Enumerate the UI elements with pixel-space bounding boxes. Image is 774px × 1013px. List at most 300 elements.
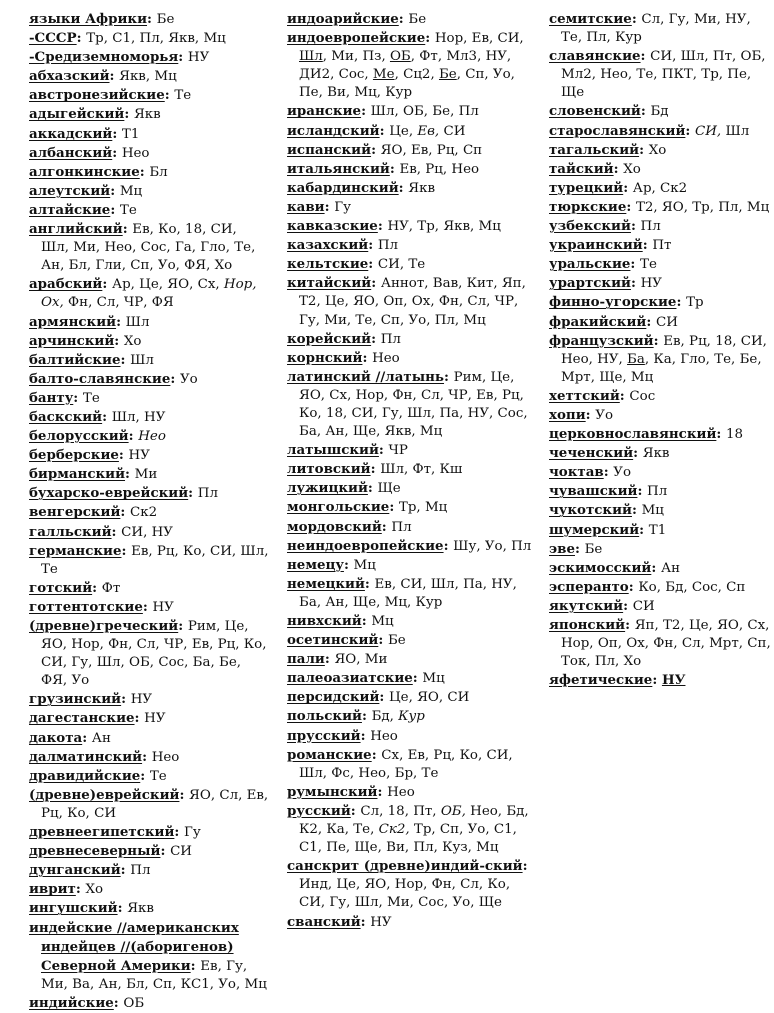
entry-references: Те <box>640 257 657 273</box>
entry-references: Те <box>149 768 167 784</box>
entry-term: индейские //американских индейцев //(аборигенов) Северной Америки <box>29 919 239 974</box>
index-entry: исландский: Це, Ев, СИ <box>287 122 466 139</box>
index-entry: алеутский: Мц <box>29 182 143 199</box>
index-entry: тайский: Хо <box>549 160 641 177</box>
index-entry: монгольские: Тр, Мц <box>287 499 448 516</box>
entry-references: Нео <box>138 429 166 445</box>
entry-term: кавказские <box>287 218 378 235</box>
index-entry: пали: ЯО, Ми <box>287 651 388 668</box>
entry-term: испанский <box>287 141 372 158</box>
index-entry: кабардинский: Якв <box>287 179 436 196</box>
index-entry: словенский: Бд <box>549 103 669 120</box>
entry-references: НУ, Тр, Якв, Мц <box>387 219 501 235</box>
entry-references: НУ <box>640 276 662 292</box>
entry-references: СИ <box>170 844 192 860</box>
entry-term: венгерский <box>29 504 121 521</box>
index-entry: галльский: СИ, НУ <box>29 523 173 540</box>
index-entry: узбекский: Пл <box>549 218 661 235</box>
entry-references: Пт <box>652 238 672 254</box>
entry-term: галльский <box>29 523 112 540</box>
entry-references: Ев, Рц, Нео <box>399 161 480 177</box>
entry-term: прусский <box>287 727 361 744</box>
entry-term: армянский <box>29 313 117 330</box>
entry-references: Якв <box>133 107 161 123</box>
entry-references: Ск2 <box>130 505 158 521</box>
index-entry: санскрит (древне)индий-ский: Инд, Це, ЯО, Нор, Фн, Сл, Ко, СИ, Гу, Шл, Ми, Сос, Уо, Ще <box>287 858 528 911</box>
entry-term: -СССР <box>29 30 77 47</box>
entry-term: алтайские <box>29 201 111 218</box>
entry-references: СИ, НУ <box>121 524 173 540</box>
entry-references: Гу <box>184 825 201 841</box>
entry-term: (древне)греческий <box>29 618 179 634</box>
index-entry: польский: Бд, Кур <box>287 708 425 725</box>
index-entry: дравидийские: Те <box>29 767 167 784</box>
entry-term: германские <box>29 542 122 559</box>
entry-references: Ко, Бд, Сос, Сп <box>638 579 746 595</box>
index-entry: эскимосский: Ан <box>549 559 681 576</box>
index-entry: китайский: Аннот, Вав, Кит, Яп, Т2, Це, ЯО, Оп, Ох, Фн, Сл, ЧР, Гу, Ми, Те, Сп, Уо, Пл, Мц <box>287 275 526 328</box>
entry-references: Шл, ОБ, Бе, Пл <box>370 104 479 120</box>
index-entry: аккадский: Т1 <box>29 125 140 142</box>
entry-term: урартский <box>549 275 631 292</box>
entry-references: Це, Ев, СИ <box>389 123 466 139</box>
index-entry: эсперанто: Ко, Бд, Сос, Сп <box>549 578 746 595</box>
index-entry: итальянский: Ев, Рц, Нео <box>287 160 480 177</box>
index-entry: немецкий: Ев, СИ, Шл, Па, НУ, Ба, Ан, Ще, Мц, Кур <box>287 575 517 610</box>
index-entry: бирманский: Ми <box>29 466 158 483</box>
entry-references: Пл <box>647 484 668 500</box>
index-entry: осетинский: Бе <box>287 632 406 649</box>
entry-term: эве <box>549 540 575 557</box>
entry-references: Шл <box>125 314 150 330</box>
index-entry: яфетические: НУ <box>549 672 686 689</box>
index-entry: армянский: Шл <box>29 313 150 330</box>
index-entry: латышский: ЧР <box>287 442 408 459</box>
index-entry: -СССР: Тр, С1, Пл, Якв, Мц <box>29 30 226 47</box>
entry-references: Рим, Це, ЯО, Сх, Нор, Фн, Сл, ЧР, Ев, Рц, Ко, 18, СИ, Гу, Шл, Па, НУ, Сос, Ба, Ан, Ще, Якв, Мц <box>299 369 528 440</box>
entry-term: нивхский <box>287 613 362 629</box>
entry-term: фракийский <box>549 313 647 330</box>
index-entry: далматинский: Нео <box>29 748 180 765</box>
index-entry: индейские //американских индейцев //(аборигенов) Северной Америки: Ев, Гу, Ми, Ва, Ан, Бл, Сп, КС1, Уо, Мц <box>29 919 267 992</box>
entry-term: яфетические <box>549 672 653 689</box>
index-entry: корнский: Нео <box>287 349 400 366</box>
entry-references: Сос <box>629 388 656 404</box>
entry-term: индоарийские <box>287 11 399 27</box>
entry-references: СИ <box>632 598 655 614</box>
entry-term: финно-угорские <box>549 294 677 311</box>
index-entry: семитские: Сл, Гу, Ми, НУ, Те, Пл, Кур <box>549 11 751 46</box>
index-entry: белорусский: Нео <box>29 428 166 445</box>
entry-references: Инд, Це, ЯО, Нор, Фн, Сл, Ко, СИ, Гу, Шл, Ми, Сос, Уо, Ще <box>299 877 511 911</box>
entry-references: Рим, Це, ЯО, Нор, Фн, Сл, ЧР, Ев, Рц, Ко, СИ, Гу, Шл, ОБ, Сос, Ба, Бе, ФЯ, Уо <box>41 619 267 689</box>
index-entry: мордовский: Пл <box>287 518 412 535</box>
index-entry: турецкий: Ар, Ск2 <box>549 179 688 196</box>
entry-term: -Средиземноморья <box>29 49 179 66</box>
entry-references: Те <box>119 202 137 218</box>
entry-references: Бе <box>387 633 406 649</box>
entry-term: литовский <box>287 461 371 478</box>
entry-references: СИ, Шл, Пт, ОБ, Мл2, Нео, Те, ПКТ, Тр, Пе, Ще <box>561 49 766 101</box>
index-entry: финно-угорские: Тр <box>549 294 704 311</box>
entry-references: Ев, Рц, Ко, СИ, Шл, Те <box>41 543 269 577</box>
entry-references: Бе <box>408 12 427 27</box>
index-entry: готтентотские: НУ <box>29 598 174 615</box>
entry-term: итальянский <box>287 160 390 177</box>
entry-references: Ев, Ко, 18, СИ, Шл, Ми, Нео, Сос, Га, Гло, Те, Ан, Бл, Гли, Сп, Уо, ФЯ, Хо <box>41 222 256 274</box>
entry-term: аккадский <box>29 125 113 142</box>
entry-references: Т2, ЯО, Тр, Пл, Мц <box>635 199 770 215</box>
entry-references: Бд <box>650 104 669 120</box>
entry-references: Хо <box>623 161 641 177</box>
entry-term: эсперанто <box>549 578 629 595</box>
entry-references: Тр, С1, Пл, Якв, Мц <box>86 31 226 47</box>
index-entry: чеченский: Якв <box>549 445 670 462</box>
index-entry: французский: Ев, Рц, 18, СИ, Нео, НУ, Ба, Ка, Гло, Те, Бе, Мрт, Ще, Мц <box>549 332 767 385</box>
entry-references: Нор, Ев, СИ, Шл, Ми, Пз, ОБ, Фт, Мл3, НУ, ДИ2, Сос, Ме, Сц2, Бе, Сп, Уо, Пе, Ви, Мц, Кур <box>299 31 524 101</box>
entry-term: адыгейский <box>29 106 125 123</box>
index-entry: якутский: СИ <box>549 597 655 614</box>
entry-references: НУ <box>152 599 174 615</box>
index-entry: индоарийские: Бе <box>287 11 427 27</box>
entry-term: русский <box>287 802 351 819</box>
entry-term: чувашский <box>549 483 638 500</box>
entry-references: Якв <box>642 446 670 462</box>
entry-term: чоктав <box>549 464 604 481</box>
entry-references: Ев, Рц, 18, СИ, Нео, НУ, Ба, Ка, Гло, Те, Бе, Мрт, Ще, Мц <box>561 333 767 385</box>
entry-term: кельтские <box>287 256 369 273</box>
index-entry: казахский: Пл <box>287 237 399 254</box>
index-entry: балто-славянские: Уо <box>29 370 198 387</box>
entry-term: бухарско-еврейский <box>29 485 189 502</box>
entry-references: Те <box>174 88 192 104</box>
entry-references: Нео <box>121 145 150 161</box>
index-entry: адыгейский: Якв <box>29 106 161 123</box>
entry-references: Ев, СИ, Шл, Па, НУ, Ба, Ан, Ще, Мц, Кур <box>299 576 517 610</box>
index-entry: старославянский: СИ, Шл <box>549 122 750 139</box>
index-entry: -Средиземноморья: НУ <box>29 49 210 66</box>
entry-term: чукотский <box>549 502 632 519</box>
entry-references: Аннот, Вав, Кит, Яп, Т2, Це, ЯО, Оп, Ох, Фн, Сл, ЧР, Гу, Ми, Те, Сп, Уо, Пл, Мц <box>299 276 526 328</box>
entry-term: эскимосский <box>549 559 652 576</box>
entry-references: НУ <box>144 711 166 727</box>
index-entry: эве: Бе <box>549 540 603 557</box>
index-entry: берберские: НУ <box>29 447 150 464</box>
entry-term: узбекский <box>549 218 631 235</box>
entry-references: Т1 <box>121 126 140 142</box>
entry-term: дравидийские <box>29 767 141 784</box>
entry-references: НУ <box>661 672 686 689</box>
entry-term: кабардинский <box>287 179 399 196</box>
entry-term: белорусский <box>29 428 129 445</box>
entry-references: Бе <box>156 12 175 27</box>
index-entry: церковнославянский: 18 <box>549 426 744 443</box>
entry-term: корнский <box>287 349 363 366</box>
entry-term: тагальский <box>549 141 640 158</box>
index-entry: кельтские: СИ, Те <box>287 256 426 273</box>
entry-references: Яп, Т2, Це, ЯО, Сх, Нор, Оп, Ох, Фн, Сл, Мрт, Сп, Ток, Пл, Хо <box>561 618 771 670</box>
entry-references: Тр, Мц <box>398 500 448 516</box>
entry-term: сванский <box>287 913 361 930</box>
entry-term: монгольские <box>287 499 390 516</box>
index-entry: романские: Сх, Ев, Рц, Ко, СИ, Шл, Фс, Нео, Бр, Те <box>287 746 513 781</box>
entry-references: Якв, Мц <box>119 69 177 85</box>
entry-references: НУ <box>370 914 392 930</box>
entry-term: иранские <box>287 103 362 120</box>
entry-references: ЯО, Сл, Ев, Рц, Ко, СИ <box>41 787 269 821</box>
index-entry: тюркские: Т2, ЯО, Тр, Пл, Мц <box>549 198 770 215</box>
entry-term: румынский <box>287 783 378 800</box>
entry-term: алеутский <box>29 182 111 199</box>
entry-term: французский <box>549 332 654 349</box>
entry-term: абхазский <box>29 68 110 85</box>
index-column-2 <box>287 10 533 932</box>
entry-term: иврит <box>29 881 76 898</box>
entry-term: персидский <box>287 689 380 706</box>
entry-term: банту <box>29 389 74 406</box>
entry-references: Сх, Ев, Рц, Ко, СИ, Шл, Фс, Нео, Бр, Те <box>299 747 513 781</box>
entry-term: санскрит (древне)индий-ский <box>287 858 523 875</box>
entry-term: шумерский <box>549 521 640 538</box>
entry-term: дагестанские <box>29 710 135 727</box>
index-entry: индийские: ОБ <box>29 994 145 1011</box>
index-entry: дагестанские: НУ <box>29 710 166 727</box>
entry-references: Хо <box>85 882 104 898</box>
entry-term: баскский <box>29 408 103 425</box>
entry-term: уральские <box>549 256 631 273</box>
index-entry: дунганский: Пл <box>29 862 151 879</box>
entry-term: (древне)еврейский <box>29 786 180 803</box>
entry-term: лужицкий <box>287 480 368 497</box>
index-entry: испанский: ЯО, Ев, Рц, Сп <box>287 141 483 158</box>
entry-term: хопи <box>549 406 586 423</box>
index-entry: русский: Сл, 18, Пт, ОБ, Нео, Бд, К2, Ка, Те, Ск2, Тр, Сп, Уо, С1, С1, Пе, Ще, Ви, Пл, Куз, Мц <box>287 802 529 856</box>
entry-references: Бл <box>149 164 168 180</box>
index-entry: арчинский: Хо <box>29 332 142 349</box>
entry-term: албанский <box>29 144 113 161</box>
index-entry: литовский: Шл, Фт, Кш <box>287 461 463 478</box>
index-entry: уральские: Те <box>549 256 657 273</box>
entry-term: корейский <box>287 330 372 347</box>
entry-references: Ан <box>660 560 681 576</box>
entry-references: Пл <box>380 331 401 347</box>
index-entry: грузинский: НУ <box>29 691 153 708</box>
entry-term: романские <box>287 746 372 763</box>
index-entry: палеоазиатские: Мц <box>287 670 445 687</box>
entry-term: балтийские <box>29 351 121 368</box>
entry-term: хеттский <box>549 387 620 404</box>
entry-references: Ев, Гу, Ми, Ва, Ан, Бл, Сп, КС1, Уо, Мц <box>41 958 267 992</box>
index-entry: фракийский: СИ <box>549 313 678 330</box>
index-column-1 <box>29 10 269 1013</box>
entry-term: пали <box>287 651 325 668</box>
entry-references: Пл <box>391 519 412 535</box>
index-entry: тагальский: Хо <box>549 141 667 158</box>
index-column-3 <box>549 10 771 690</box>
entry-term: якутский <box>549 597 624 614</box>
entry-references: Пл <box>640 219 661 235</box>
index-entry: бухарско-еврейский: Пл <box>29 485 218 502</box>
index-entry: алгонкинские: Бл <box>29 163 168 180</box>
entry-references: ЯО, Ев, Рц, Сп <box>380 142 483 158</box>
entry-references: Нео <box>370 728 398 744</box>
entry-term: балто-славянские <box>29 370 171 387</box>
entry-term: латинский //латынь <box>287 368 445 385</box>
entry-term: немецу <box>287 556 344 573</box>
entry-references: Якв <box>127 901 154 917</box>
index-entry: древнеегипетский: Гу <box>29 824 201 841</box>
entry-term: ингушский <box>29 900 118 917</box>
index-entry: албанский: Нео <box>29 144 150 161</box>
entry-references: СИ, Шл <box>695 123 750 139</box>
index-entry: неиндоевропейские: Шу, Уо, Пл <box>287 537 532 554</box>
entry-references: ЯО, Ми <box>334 652 388 668</box>
entry-term: индоевропейские <box>287 30 426 47</box>
entry-term: латышский <box>287 442 379 459</box>
entry-references: 18 <box>725 427 744 443</box>
entry-term: бирманский <box>29 466 126 483</box>
entry-references: Уо <box>613 465 632 481</box>
entry-references: Фт <box>101 580 121 596</box>
entry-references: ОБ <box>123 995 145 1011</box>
entry-references: Ми <box>134 467 158 483</box>
entry-term: японский <box>549 617 626 633</box>
index-entry: (древне)еврейский: ЯО, Сл, Ев, Рц, Ко, СИ <box>29 786 269 821</box>
entry-references: НУ <box>130 692 153 708</box>
entry-term: немецкий <box>287 575 365 592</box>
entry-term: алгонкинские <box>29 163 140 180</box>
index-entry: дакота: Ан <box>29 729 111 746</box>
index-entry: латинский //латынь: Рим, Це, ЯО, Сх, Нор, Фн, Сл, ЧР, Ев, Рц, Ко, 18, СИ, Гу, Шл, Па, НУ, Сос, Ба, Ан, Ще, Якв, Мц <box>287 368 528 440</box>
entry-references: Якв <box>408 180 436 196</box>
entry-references: Те <box>82 390 100 406</box>
index-entry: германские: Ев, Рц, Ко, СИ, Шл, Те <box>29 542 269 577</box>
index-entry: нивхский: Мц <box>287 613 394 629</box>
entry-term: славянские <box>549 48 641 65</box>
entry-term: индийские <box>29 994 114 1011</box>
entry-references: Мц <box>641 503 664 519</box>
entry-references: Хо <box>123 333 142 349</box>
index-entry: кавказские: НУ, Тр, Якв, Мц <box>287 218 501 235</box>
index-entry: арабский: Ар, Це, ЯО, Сх, Нор, Ох, Фн, Сл, ЧР, ФЯ <box>29 276 257 311</box>
entry-term: грузинский <box>29 691 122 708</box>
index-entry: персидский: Це, ЯО, СИ <box>287 689 470 706</box>
entry-term: далматинский <box>29 748 143 765</box>
entry-term: семитские <box>549 11 632 27</box>
index-entry: чувашский: Пл <box>549 483 668 500</box>
entry-term: казахский <box>287 237 369 254</box>
entry-term: турецкий <box>549 179 624 196</box>
entry-term: исландский <box>287 122 380 139</box>
entry-term: дунганский <box>29 862 121 879</box>
entry-references: Шл, НУ <box>111 409 166 425</box>
entry-references: Нео <box>151 749 180 765</box>
entry-term: осетинский <box>287 632 379 649</box>
entry-term: берберские <box>29 447 119 464</box>
entry-references: НУ <box>187 50 210 66</box>
index-entry: немецу: Мц <box>287 556 376 573</box>
entry-references: Сл, Гу, Ми, НУ, Те, Пл, Кур <box>561 12 751 46</box>
entry-references: Ар, Це, ЯО, Сх, Нор, Ох, Фн, Сл, ЧР, ФЯ <box>41 277 257 311</box>
entry-references: Бе <box>584 541 603 557</box>
index-entry: кави: Гу <box>287 198 351 215</box>
index-entry: хеттский: Сос <box>549 387 656 404</box>
entry-references: НУ <box>128 448 150 464</box>
index-entry: корейский: Пл <box>287 330 401 347</box>
entry-references: Мц <box>371 614 394 629</box>
entry-term: китайский <box>287 275 372 292</box>
index-entry: лужицкий: Ще <box>287 480 401 497</box>
entry-references: Ще <box>377 481 401 497</box>
index-entry: английский: Ев, Ко, 18, СИ, Шл, Ми, Нео, Сос, Га, Гло, Те, Ан, Бл, Гли, Сп, Уо, ФЯ, Хо <box>29 221 256 274</box>
index-entry: чоктав: Уо <box>549 464 632 481</box>
entry-references: Пл <box>130 863 151 879</box>
entry-references: Нео <box>372 350 400 366</box>
entry-references: Шл <box>130 352 154 368</box>
entry-term: дакота <box>29 729 83 746</box>
entry-references: Нео <box>387 784 415 800</box>
index-entry: украинский: Пт <box>549 237 672 254</box>
index-entry: хопи: Уо <box>549 406 614 423</box>
index-entry: баскский: Шл, НУ <box>29 408 166 425</box>
index-entry: чукотский: Мц <box>549 502 664 519</box>
entry-references: Ар, Ск2 <box>632 180 688 196</box>
entry-term: языки Африки <box>29 11 148 27</box>
entry-references: Пл <box>377 238 399 254</box>
index-entry: древнесеверный: СИ <box>29 843 192 860</box>
index-entry: языки Африки: Бе <box>29 11 175 27</box>
entry-term: древнесеверный <box>29 843 161 860</box>
entry-references: Ан <box>91 730 111 746</box>
index-entry: банту: Те <box>29 389 100 406</box>
index-entry: балтийские: Шл <box>29 351 154 368</box>
index-entry: славянские: СИ, Шл, Пт, ОБ, Мл2, Нео, Те, ПКТ, Тр, Пе, Ще <box>549 48 766 101</box>
index-entry: алтайские: Те <box>29 201 137 218</box>
index-entry: иранские: Шл, ОБ, Бе, Пл <box>287 103 479 120</box>
entry-references: Бд, Кур <box>371 709 425 725</box>
entry-references: ЧР <box>388 443 408 459</box>
index-entry: японский: Яп, Т2, Це, ЯО, Сх, Нор, Оп, Ох, Фн, Сл, Мрт, Сп, Ток, Пл, Хо <box>549 617 771 670</box>
entry-term: готтентотские <box>29 598 143 615</box>
index-entry: австронезийские: Те <box>29 87 192 104</box>
entry-term: чеченский <box>549 445 634 462</box>
index-entry: шумерский: Т1 <box>549 521 667 538</box>
index-entry: готский: Фт <box>29 579 121 596</box>
entry-term: арабский <box>29 276 103 293</box>
entry-references: Сл, 18, Пт, ОБ, Нео, Бд, К2, Ка, Те, Ск2, Тр, Сп, Уо, С1, С1, Пе, Ще, Ви, Пл, Куз, Мц <box>299 803 529 856</box>
index-entry: ингушский: Якв <box>29 900 154 917</box>
entry-term: польский <box>287 708 362 725</box>
entry-references: Шу, Уо, Пл <box>453 538 532 554</box>
entry-references: Пл <box>197 486 218 502</box>
entry-references: Це, ЯО, СИ <box>389 690 470 706</box>
entry-references: Шл, Фт, Кш <box>380 462 463 478</box>
entry-references: Уо <box>595 407 614 423</box>
entry-term: древнеегипетский <box>29 824 175 841</box>
index-entry: иврит: Хо <box>29 881 104 898</box>
entry-term: австронезийские <box>29 87 165 104</box>
index-entry: сванский: НУ <box>287 913 392 930</box>
entry-references: Гу <box>334 199 351 215</box>
entry-references: Мц <box>119 183 143 199</box>
entry-term: мордовский <box>287 518 382 535</box>
entry-term: тайский <box>549 160 614 177</box>
index-entry: урартский: НУ <box>549 275 662 292</box>
entry-references: Т1 <box>648 522 667 538</box>
entry-term: готский <box>29 579 93 596</box>
index-entry: прусский: Нео <box>287 727 398 744</box>
entry-references: СИ <box>655 314 678 330</box>
